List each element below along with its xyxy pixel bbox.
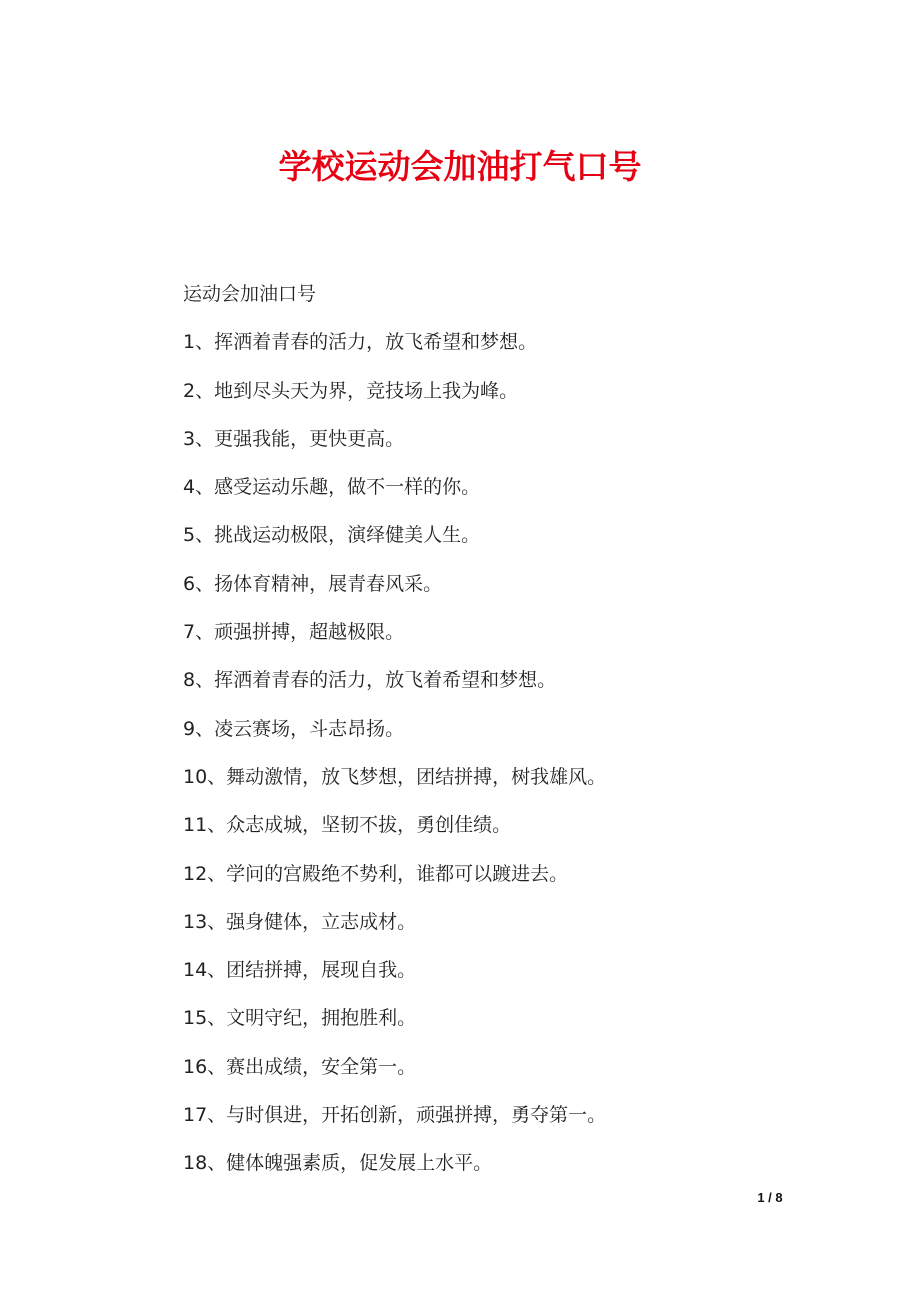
slogan-item: 13、强身健体，立志成材。 bbox=[183, 910, 417, 933]
slogan-item: 1、挥洒着青春的活力，放飞希望和梦想。 bbox=[183, 331, 538, 354]
page-indicator: 1 / 8 bbox=[757, 1190, 783, 1205]
slogan-item: 8、挥洒着青春的活力，放飞着希望和梦想。 bbox=[183, 669, 557, 692]
slogan-item: 10、舞动激情，放飞梦想，团结拼搏，树我雄风。 bbox=[183, 765, 607, 788]
slogan-item: 9、凌云赛场，斗志昂扬。 bbox=[183, 717, 405, 740]
slogan-item: 12、学问的宫殿绝不势利，谁都可以踱进去。 bbox=[183, 862, 569, 885]
slogan-item: 3、更强我能，更快更高。 bbox=[183, 427, 405, 450]
document-title: 学校运动会加油打气口号 bbox=[278, 147, 642, 186]
document-body bbox=[183, 276, 823, 1194]
slogan-item: 11、众志成城，坚韧不拔，勇创佳绩。 bbox=[183, 814, 512, 837]
slogan-item: 4、感受运动乐趣，做不一样的你。 bbox=[183, 476, 481, 499]
slogan-item: 18、健体魄强素质，促发展上水平。 bbox=[183, 1152, 493, 1175]
slogan-item: 7、顽强拼搏，超越极限。 bbox=[183, 621, 405, 644]
slogan-item: 2、地到尽头天为界，竞技场上我为峰。 bbox=[183, 379, 519, 402]
slogan-item: 6、扬体育精神，展青春风采。 bbox=[183, 572, 443, 595]
slogan-item: 17、与时俱进，开拓创新，顽强拼搏，勇夺第一。 bbox=[183, 1104, 607, 1127]
slogan-item: 14、团结拼搏，展现自我。 bbox=[183, 959, 417, 982]
slogan-item: 5、挑战运动极限，演绎健美人生。 bbox=[183, 524, 481, 547]
slogan-item: 15、文明守纪，拥抱胜利。 bbox=[183, 1007, 417, 1030]
slogan-item: 16、赛出成绩，安全第一。 bbox=[183, 1055, 417, 1078]
section-heading: 运动会加油口号 bbox=[183, 283, 317, 305]
